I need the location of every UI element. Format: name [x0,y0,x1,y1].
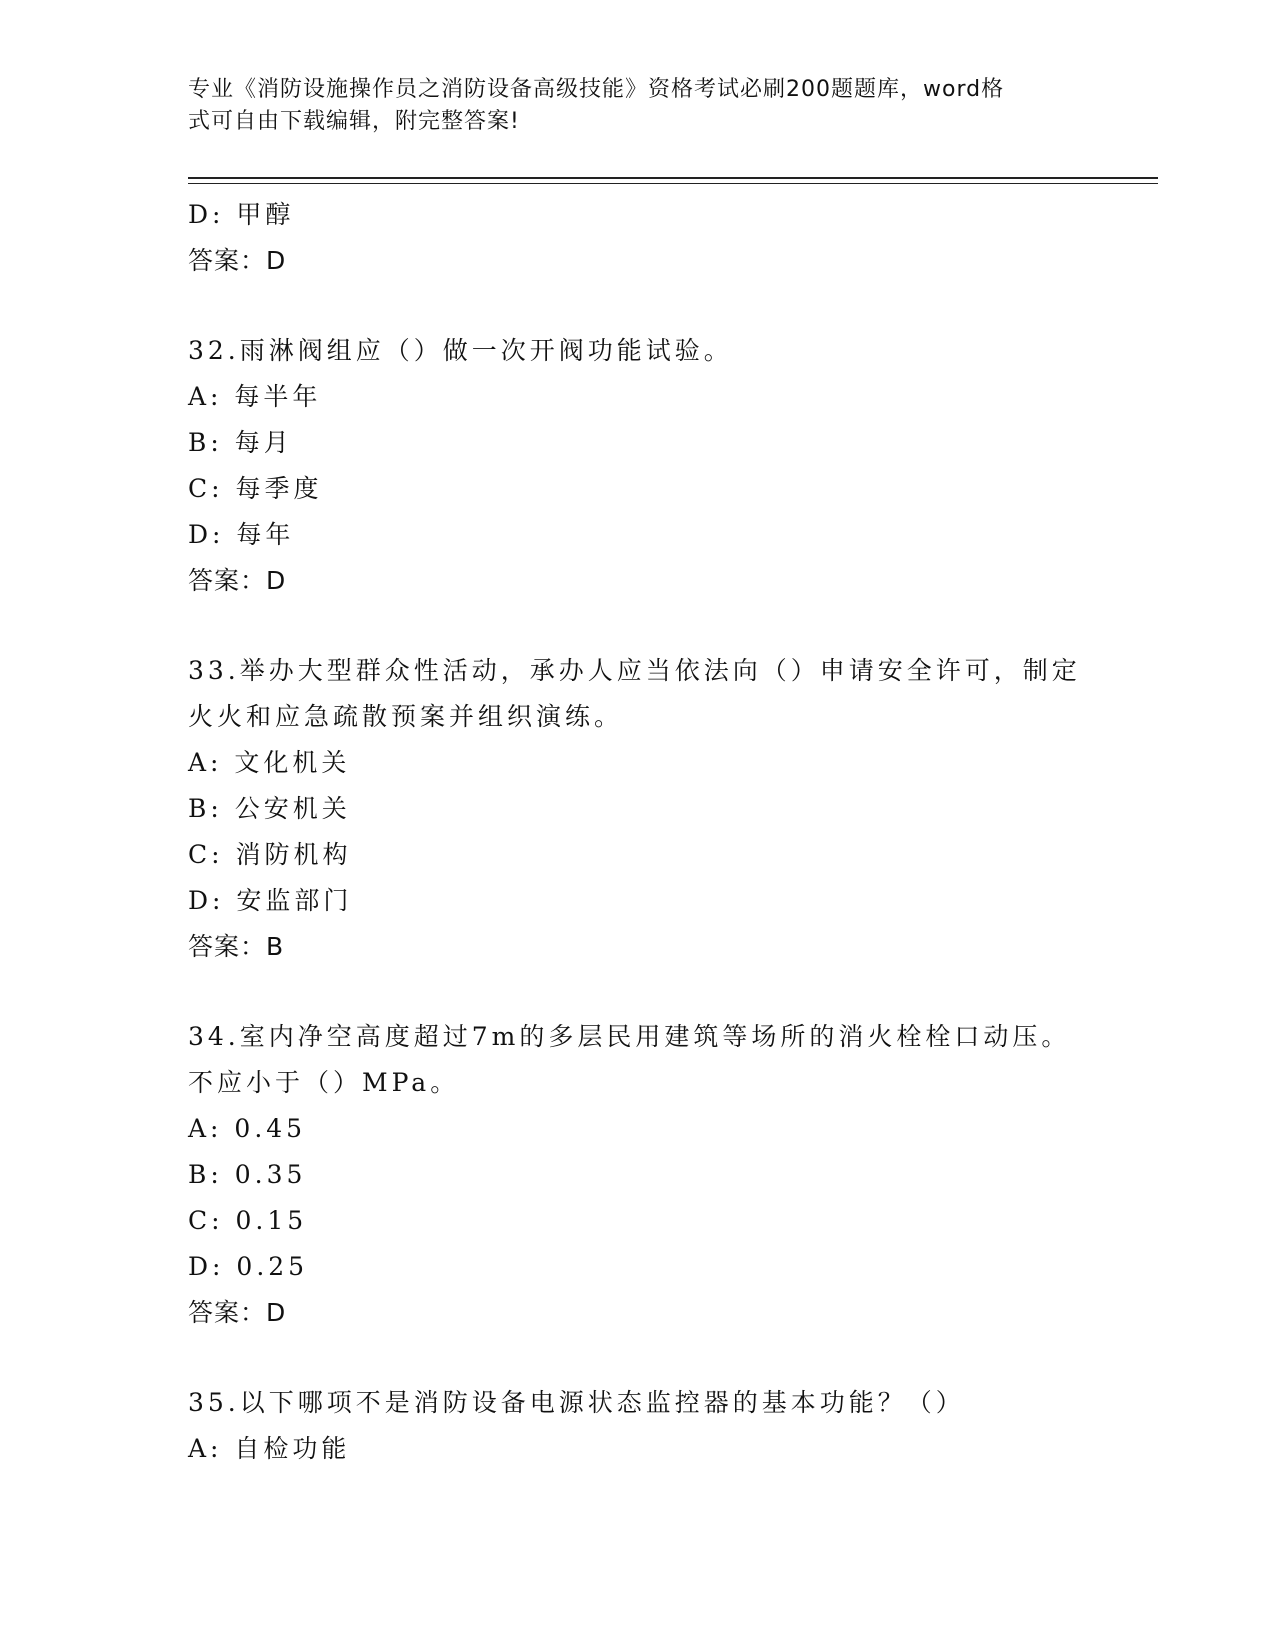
option-b: B: 每月 [188,428,293,457]
question-text: 35.以下哪项不是消防设备电源状态监控器的基本功能？（） [188,1388,965,1417]
option-a: A: 自检功能 [188,1434,351,1463]
option-a: A: 0.45 [188,1114,307,1143]
option-d: D: 0.25 [188,1252,309,1281]
question-text-continued: 火火和应急疏散预案并组织演练。 [188,702,624,731]
option-a: A: 每半年 [188,382,322,411]
option-c: C: 消防机构 [188,840,352,869]
document-header [188,74,1068,138]
document-content [188,192,1088,1472]
question-block-34 [188,1014,1088,1336]
header-rule-thin [188,183,1158,184]
question-text: 33.举办大型群众性活动，承办人应当依法向（）申请安全许可，制定 [188,656,1081,685]
option-c: C: 0.15 [188,1206,308,1235]
option-c: C: 每季度 [188,474,323,503]
option-d: D: 甲醇 [188,200,295,229]
option-b: B: 公安机关 [188,794,351,823]
answer-line: 答案：D [188,246,287,275]
option-d: D: 安监部门 [188,886,353,915]
header-line-2: 式可自由下载编辑，附完整答案! [188,109,520,134]
question-text-continued: 不应小于（）MPa。 [188,1068,460,1097]
question-block-32 [188,328,1088,604]
answer-line: 答案：D [188,566,287,595]
answer-line: 答案：D [188,1298,287,1327]
header-line-1: 专业《消防设施操作员之消防设备高级技能》资格考试必刷200题题库，word格 [188,77,1005,102]
question-block-33 [188,648,1088,970]
header-rule-thick [188,177,1158,179]
question-text: 34.室内净空高度超过7m的多层民用建筑等场所的消火栓栓口动压。 [188,1022,1071,1051]
option-b: B: 0.35 [188,1160,307,1189]
option-a: A: 文化机关 [188,748,351,777]
option-d: D: 每年 [188,520,295,549]
question-text: 32.雨淋阀组应（）做一次开阀功能试验。 [188,336,733,365]
question-block-35 [188,1380,1088,1472]
question-fragment [188,192,1088,284]
answer-line: 答案：B [188,932,285,961]
